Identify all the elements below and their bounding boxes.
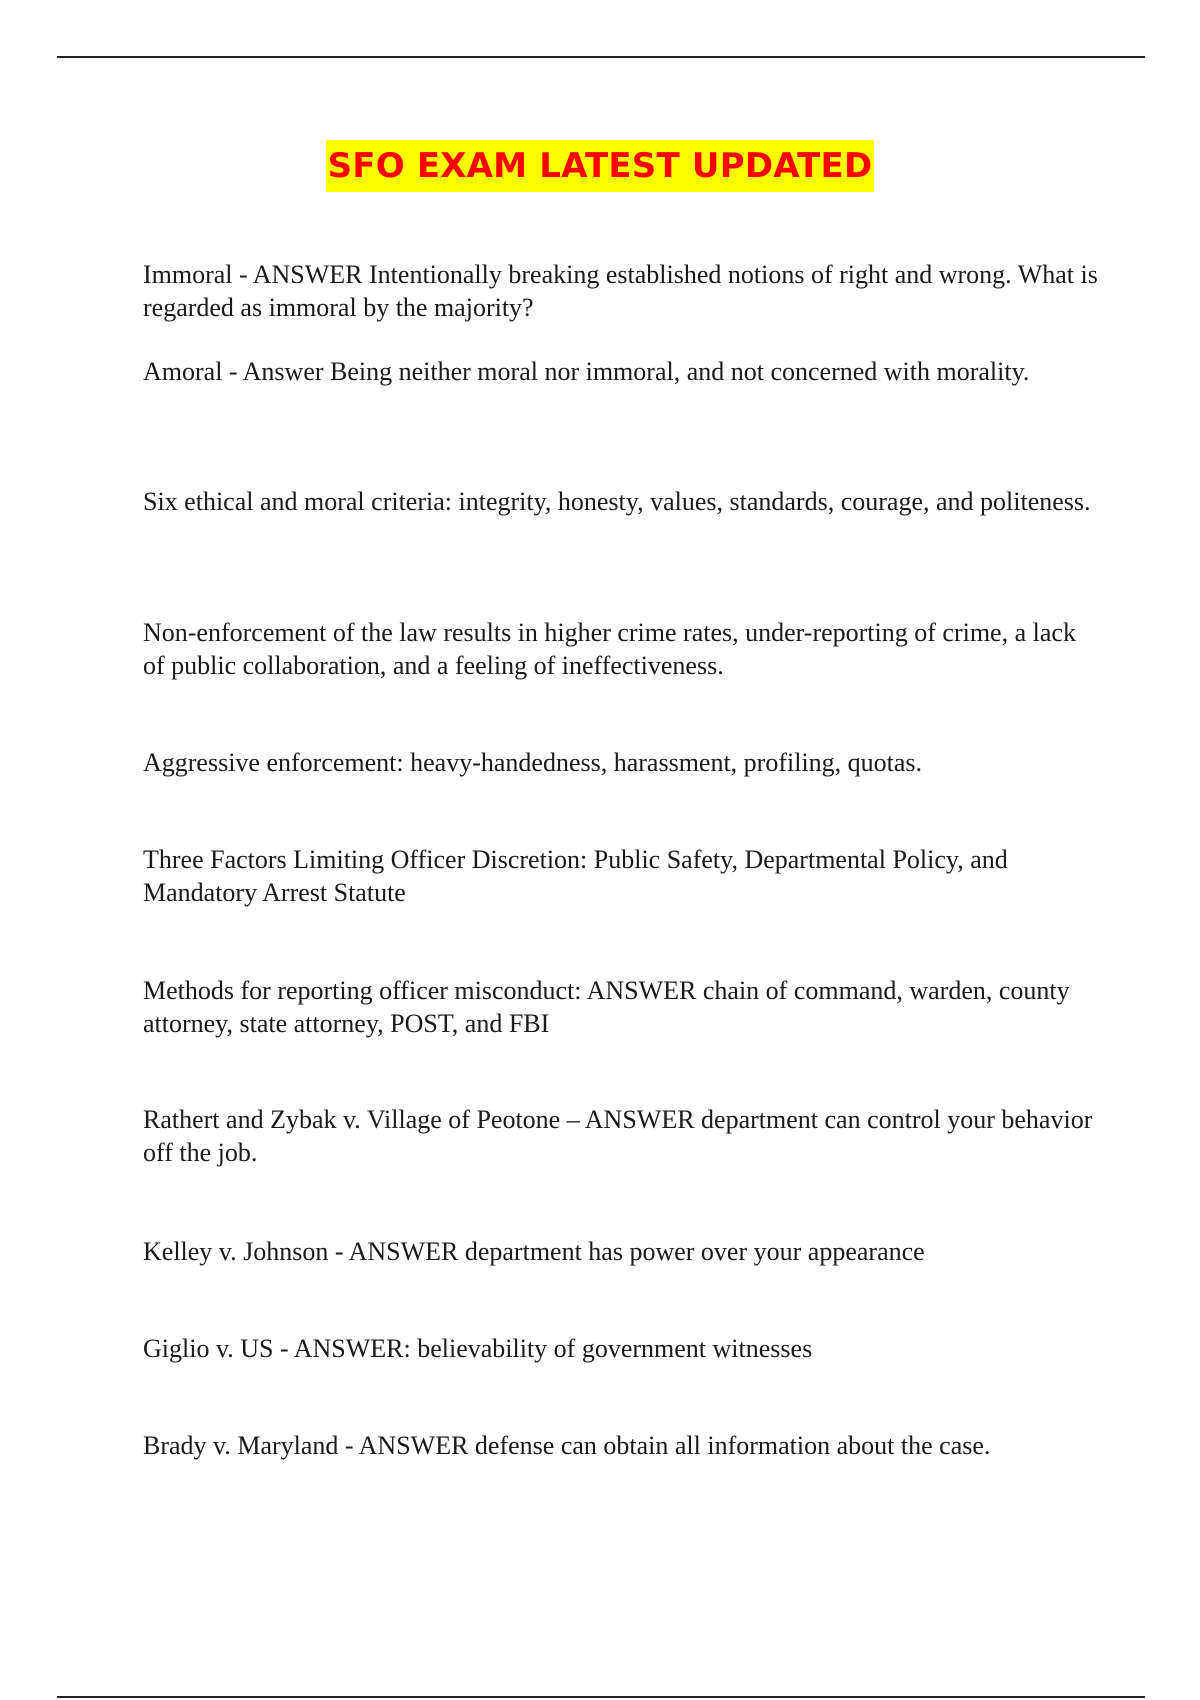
top-rule [57,56,1145,58]
entry-rathert-zybak: Rathert and Zybak v. Village of Peotone – ANSWER department can control your behavior off the job. [143,1105,1093,1167]
entry-reporting-misconduct: Methods for reporting officer misconduct: ANSWER chain of command, warden, county attorney, state attorney, POST, and FBI [143,976,1070,1038]
entry-officer-discretion: Three Factors Limiting Officer Discretion: Public Safety, Departmental Policy, and Mandatory Arrest Statute [143,845,1008,907]
document-title: SFO EXAM LATEST UPDATED [326,140,875,192]
entry-giglio-us: Giglio v. US - ANSWER: believability of government witnesses [143,1334,813,1363]
entry-amoral: Amoral - Answer Being neither moral nor immoral, and not concerned with morality. [143,357,1030,386]
bottom-rule [57,1696,1145,1698]
entry-kelley-johnson: Kelley v. Johnson - ANSWER department has power over your appearance [143,1237,925,1266]
entry-ethical-criteria: Six ethical and moral criteria: integrity, honesty, values, standards, courage, and politeness. [143,487,1091,516]
entry-immoral: Immoral - ANSWER Intentionally breaking established notions of right and wrong. What is regarded as immoral by the majority? [143,260,1098,322]
title-block [0,140,1200,192]
entry-brady-maryland: Brady v. Maryland - ANSWER defense can obtain all information about the case. [143,1431,991,1460]
entry-non-enforcement: Non-enforcement of the law results in higher crime rates, under-reporting of crime, a lack of public collaboration, and a feeling of ineffectiveness. [143,618,1076,680]
entry-aggressive-enforcement: Aggressive enforcement: heavy-handedness, harassment, profiling, quotas. [143,748,923,777]
